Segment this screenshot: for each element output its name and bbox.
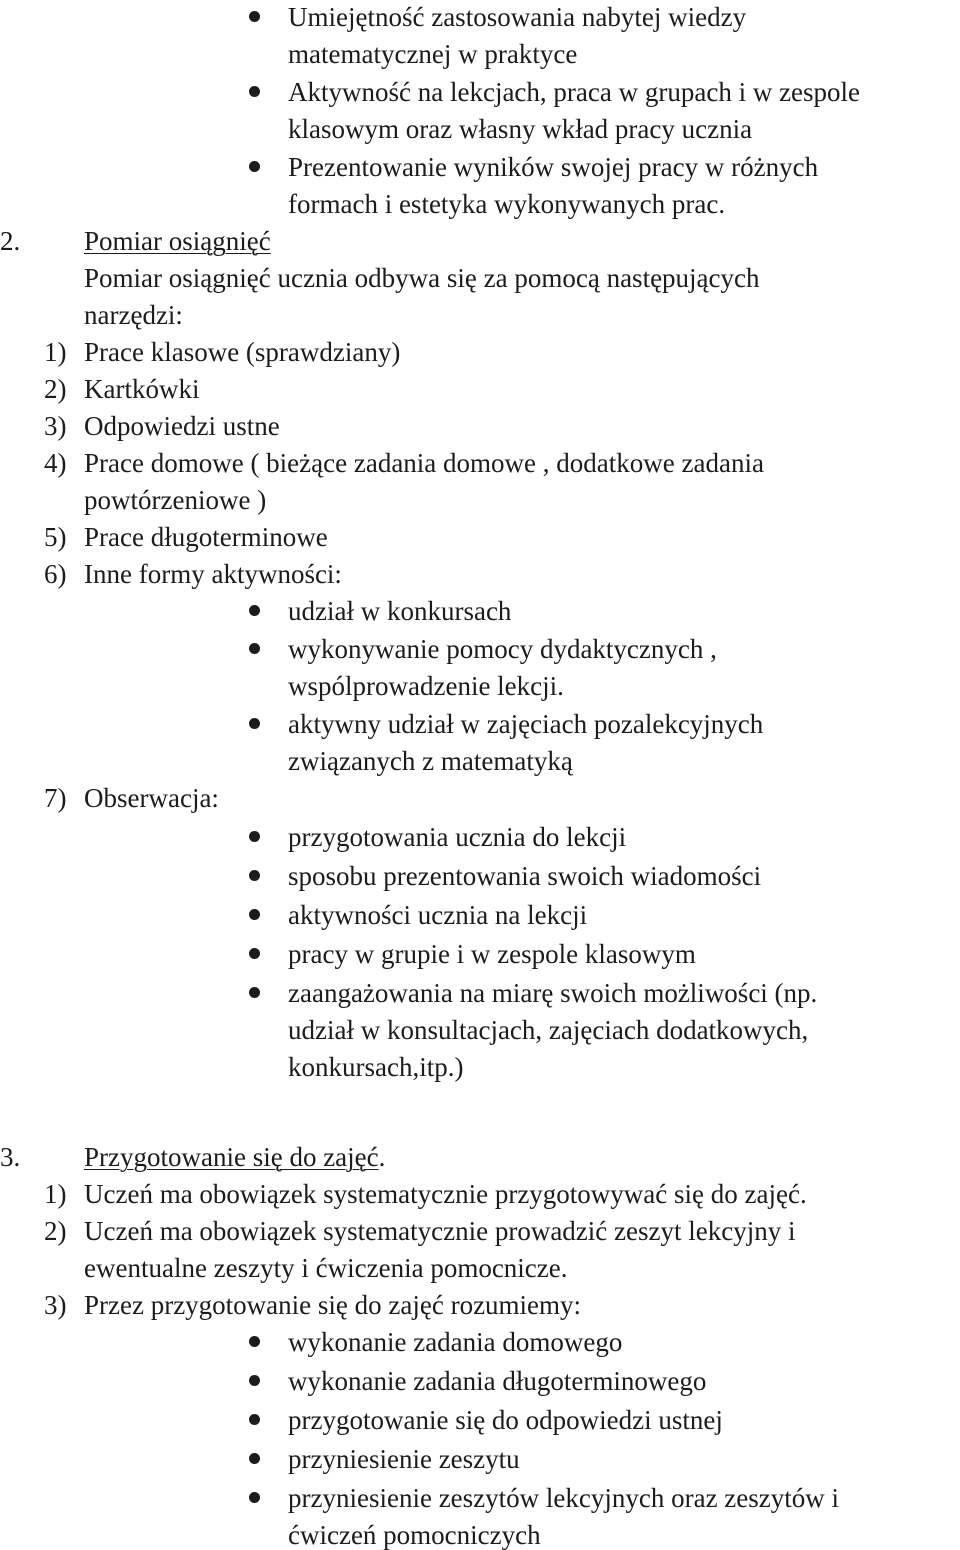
observation-bullet-1: przygotowania ucznia do lekcji	[288, 822, 627, 852]
observation-bullet-4: pracy w grupie i w zespole klasowym	[288, 939, 696, 969]
tool-4-text-line-1: Prace domowe ( bieżące zadania domowe , dodatkowe zadania	[84, 448, 764, 478]
prep-item-2-number: 2)	[44, 1216, 67, 1246]
bullet-dot	[249, 605, 260, 616]
activity-bullet-2-line-1: wykonywanie pomocy dydaktycznych ,	[288, 634, 717, 664]
bullet-dot	[249, 718, 260, 729]
section-3-heading-period: .	[378, 1142, 386, 1172]
tool-5-number: 5)	[44, 522, 67, 552]
bullet-dot	[249, 643, 260, 654]
bullet-dot	[249, 909, 260, 920]
tool-1-text: Prace klasowe (sprawdziany)	[84, 337, 401, 367]
bullet-dot	[249, 1336, 260, 1347]
observation-bullet-5-line-1: zaangażowania na miarę swoich możliwości (np.	[288, 978, 818, 1008]
top-bullet-1-line-2: matematycznej w praktyce	[288, 39, 578, 69]
top-bullet-1-line-1: Umiejętność zastosowania nabytej wiedzy	[288, 2, 747, 32]
section-3-number: 3.	[0, 1142, 21, 1172]
prep-item-2-text-line-2: ewentualne zeszyty i ćwiczenia pomocnicze.	[84, 1253, 568, 1283]
bullet-dot	[249, 987, 260, 998]
tool-4-number: 4)	[44, 448, 67, 478]
tool-5-text: Prace długoterminowe	[84, 522, 328, 552]
prep-item-2-text-line-1: Uczeń ma obowiązek systematycznie prowadzić zeszyt lekcyjny i	[84, 1216, 796, 1246]
observation-bullet-2: sposobu prezentowania swoich wiadomości	[288, 861, 762, 891]
section-2-intro-line-1: Pomiar osiągnięć ucznia odbywa się za pomocą następujących	[84, 263, 760, 293]
tool-4-text-line-2: powtórzeniowe )	[84, 485, 267, 515]
tool-7-number: 7)	[44, 783, 67, 813]
tool-7-text: Obserwacja:	[84, 783, 219, 813]
bullet-dot	[249, 1375, 260, 1386]
section-2-number: 2.	[0, 226, 21, 256]
section-2-intro-line-2: narzędzi:	[84, 300, 183, 330]
prep-bullet-5-line-1: przyniesienie zeszytów lekcyjnych oraz zeszytów i	[288, 1483, 840, 1513]
bullet-dot	[249, 1492, 260, 1503]
activity-bullet-2-line-2: wspólprowadzenie lekcji.	[288, 671, 564, 701]
tool-2-text: Kartkówki	[84, 374, 200, 404]
bullet-dot	[249, 161, 260, 172]
top-bullet-3-line-1: Prezentowanie wyników swojej pracy w różnych	[288, 152, 819, 182]
bullet-dot	[249, 1453, 260, 1464]
bullet-dot	[249, 948, 260, 959]
prep-item-3-number: 3)	[44, 1290, 67, 1320]
prep-item-1-text: Uczeń ma obowiązek systematycznie przygotowywać się do zajęć.	[84, 1179, 807, 1209]
tool-6-number: 6)	[44, 559, 67, 589]
tool-1-number: 1)	[44, 337, 67, 367]
section-3-heading: Przygotowanie się do zajęć	[84, 1142, 379, 1172]
bullet-dot	[249, 870, 260, 881]
activity-bullet-3-line-1: aktywny udział w zajęciach pozalekcyjnych	[288, 709, 764, 739]
tool-3-number: 3)	[44, 411, 67, 441]
prep-bullet-1: wykonanie zadania domowego	[288, 1327, 623, 1357]
section-2-heading: Pomiar osiągnięć	[84, 226, 271, 256]
bullet-dot	[249, 86, 260, 97]
prep-item-3-text: Przez przygotowanie się do zajęć rozumiemy:	[84, 1290, 582, 1320]
bullet-dot	[249, 1414, 260, 1425]
prep-bullet-4: przyniesienie zeszytu	[288, 1444, 520, 1474]
observation-bullet-3: aktywności ucznia na lekcji	[288, 900, 588, 930]
prep-bullet-2: wykonanie zadania długoterminowego	[288, 1366, 707, 1396]
prep-bullet-5-line-2: ćwiczeń pomocniczych	[288, 1520, 541, 1550]
bullet-dot	[249, 11, 260, 22]
observation-bullet-5-line-3: konkursach,itp.)	[288, 1052, 464, 1082]
top-bullet-3-line-2: formach i estetyka wykonywanych prac.	[288, 189, 726, 219]
bullet-dot	[249, 831, 260, 842]
observation-bullet-5-line-2: udział w konsultacjach, zajęciach dodatkowych,	[288, 1015, 809, 1045]
activity-bullet-1: udział w konkursach	[288, 596, 512, 626]
top-bullet-2-line-1: Aktywność na lekcjach, praca w grupach i w zespole	[288, 77, 861, 107]
tool-2-number: 2)	[44, 374, 67, 404]
activity-bullet-3-line-2: związanych z matematyką	[288, 746, 573, 776]
section-3-heading-line	[84, 1144, 385, 1171]
prep-bullet-3: przygotowanie się do odpowiedzi ustnej	[288, 1405, 723, 1435]
tool-3-text: Odpowiedzi ustne	[84, 411, 280, 441]
tool-6-text: Inne formy aktywności:	[84, 559, 342, 589]
prep-item-1-number: 1)	[44, 1179, 67, 1209]
top-bullet-2-line-2: klasowym oraz własny wkład pracy ucznia	[288, 114, 753, 144]
